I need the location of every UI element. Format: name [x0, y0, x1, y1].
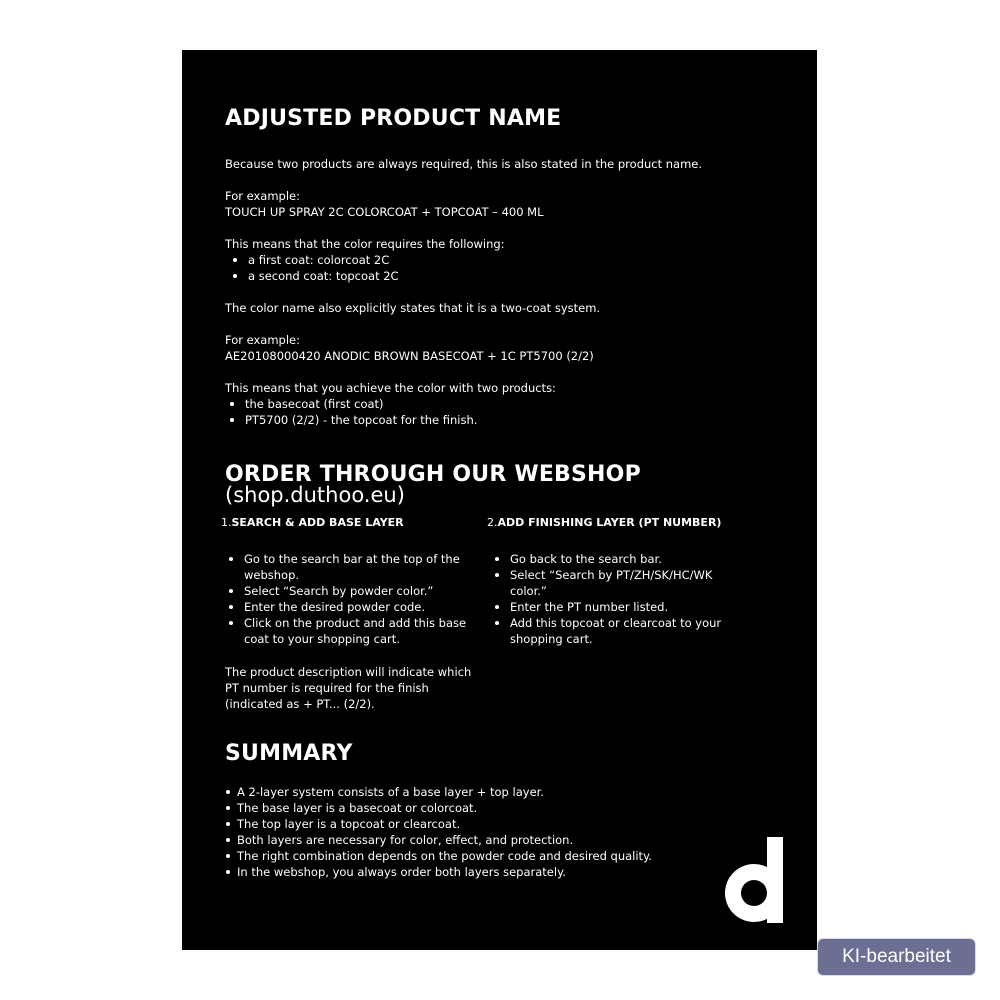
step1-note-line-1: The product description will indicate which: [225, 665, 472, 679]
list-item: a second coat: topcoat 2C: [225, 268, 399, 284]
step1-list: [221, 551, 481, 647]
list-item: The base layer is a basecoat or colorcoat.: [225, 800, 652, 816]
list-item: Enter the PT number listed.: [487, 599, 737, 615]
step2-list: [487, 551, 737, 647]
list-item: In the webshop, you always order both layers separately.: [225, 864, 652, 880]
step1-note-line-2: PT number is required for the finish: [225, 681, 429, 695]
step2-heading: [487, 516, 721, 530]
list-item: Go to the search bar at the top of the webshop.: [221, 551, 481, 583]
list-item: the basecoat (first coat): [222, 396, 477, 412]
list-item: A 2-layer system consists of a base layer + top layer.: [225, 784, 652, 800]
step2-title: ADD FINISHING LAYER (PT NUMBER): [497, 516, 722, 529]
means2-text: This means that you achieve the color with two products:: [225, 381, 556, 395]
logo-counter: [741, 880, 767, 906]
color-name-note: The color name also explicitly states that it is a two-coat system.: [225, 301, 601, 315]
step2-number: 2.: [487, 516, 498, 529]
list-item: Enter the desired powder code.: [221, 599, 481, 615]
list-item: a first coat: colorcoat 2C: [225, 252, 399, 268]
document-page: [182, 50, 817, 950]
section-title-product-name: ADJUSTED PRODUCT NAME: [225, 106, 562, 131]
coat-list-2: [222, 396, 477, 428]
list-item: Select “Search by powder color.”: [221, 583, 481, 599]
example1-label: For example:: [225, 189, 300, 203]
ai-edited-badge: KI-bearbeitet: [817, 938, 976, 976]
section-title-summary: SUMMARY: [225, 741, 353, 766]
list-item: The right combination depends on the powder code and desired quality.: [225, 848, 652, 864]
example1-value: TOUCH UP SPRAY 2C COLORCOAT + TOPCOAT – 400 ML: [225, 205, 544, 219]
list-item: Add this topcoat or clearcoat to your shopping cart.: [487, 615, 737, 647]
example2-label: For example:: [225, 333, 300, 347]
step1-heading: [221, 516, 404, 530]
step1-title: SEARCH & ADD BASE LAYER: [231, 516, 404, 529]
step2-column: [487, 516, 747, 716]
section-title-webshop: ORDER THROUGH OUR WEBSHOP: [225, 462, 641, 487]
list-item: The top layer is a topcoat or clearcoat.: [225, 816, 652, 832]
summary-list: [225, 784, 652, 880]
example2-value: AE20108000420 ANODIC BROWN BASECOAT + 1C PT5700 (2/2): [225, 349, 594, 363]
intro-text: Because two products are always required, this is also stated in the product name.: [225, 157, 703, 171]
list-item: Click on the product and add this base coat to your shopping cart.: [221, 615, 481, 647]
duthoo-d-logo-icon: [725, 837, 785, 923]
list-item: Both layers are necessary for color, effect, and protection.: [225, 832, 652, 848]
step1-number: 1.: [221, 516, 232, 529]
list-item: Go back to the search bar.: [487, 551, 737, 567]
list-item: Select “Search by PT/ZH/SK/HC/WK color.”: [487, 567, 737, 599]
list-item: PT5700 (2/2) - the topcoat for the finish.: [222, 412, 477, 428]
means1-text: This means that the color requires the following:: [225, 237, 505, 251]
webshop-url: (shop.duthoo.eu): [225, 483, 405, 507]
coat-list-1: [225, 252, 399, 284]
step1-note-line-3: (indicated as + PT... (2/2).: [225, 697, 375, 711]
